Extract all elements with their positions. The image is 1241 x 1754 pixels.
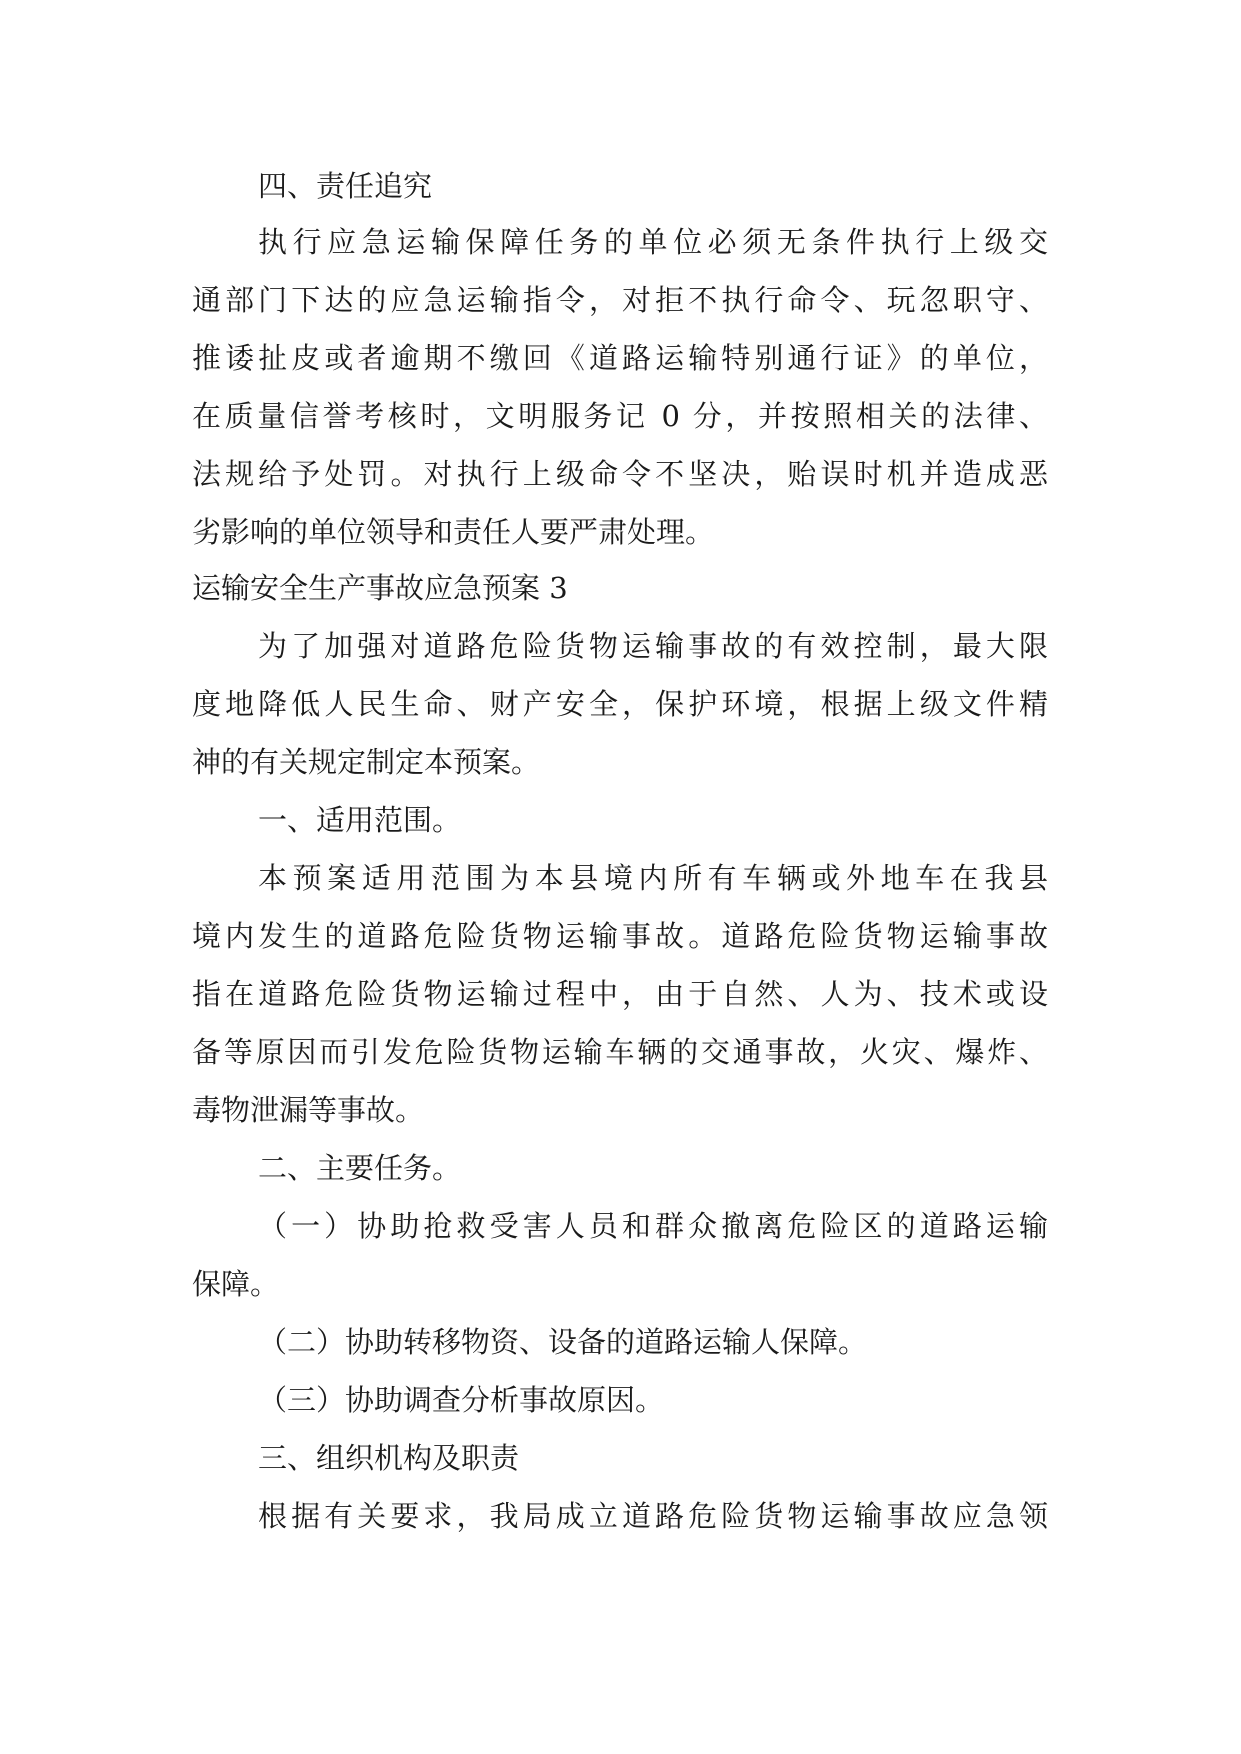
paragraph-line: 度地降低人民生命、财产安全，保护环境，根据上级文件精	[192, 687, 1048, 721]
plan-title: 运输安全生产事故应急预案 3	[192, 571, 568, 605]
section-heading-accountability: 四、责任追究	[258, 169, 433, 203]
list-item-line: （一）协助抢救受害人员和群众撤离危险区的道路运输	[258, 1209, 1048, 1243]
paragraph-line: 为了加强对道路危险货物运输事故的有效控制，最大限	[258, 629, 1048, 663]
paragraph-line: 执行应急运输保障任务的单位必须无条件执行上级交	[258, 225, 1048, 259]
paragraph-line: 法规给予处罚。对执行上级命令不坚决，贻误时机并造成恶	[192, 457, 1048, 491]
list-item-line: 保障。	[192, 1267, 280, 1301]
section-heading-scope: 一、适用范围。	[258, 803, 462, 837]
list-item-line: （三）协助调查分析事故原因。	[258, 1383, 665, 1417]
section-heading-tasks: 二、主要任务。	[258, 1151, 462, 1185]
paragraph-line: 推诿扯皮或者逾期不缴回《道路运输特别通行证》的单位，	[192, 341, 1048, 375]
paragraph-line: 神的有关规定制定本预案。	[192, 745, 541, 779]
section-heading-organization: 三、组织机构及职责	[258, 1441, 520, 1475]
paragraph-line: 备等原因而引发危险货物运输车辆的交通事故，火灾、爆炸、	[192, 1035, 1048, 1069]
paragraph-line: 本预案适用范围为本县境内所有车辆或外地车在我县	[258, 861, 1048, 895]
paragraph-line: 根据有关要求，我局成立道路危险货物运输事故应急领	[258, 1499, 1048, 1533]
paragraph-line: 劣影响的单位领导和责任人要严肃处理。	[192, 515, 715, 549]
paragraph-line: 指在道路危险货物运输过程中，由于自然、人为、技术或设	[192, 977, 1048, 1011]
paragraph-line: 通部门下达的应急运输指令，对拒不执行命令、玩忽职守、	[192, 283, 1048, 317]
paragraph-line: 境内发生的道路危险货物运输事故。道路危险货物运输事故	[192, 919, 1048, 953]
paragraph-line: 毒物泄漏等事故。	[192, 1093, 425, 1127]
list-item-line: （二）协助转移物资、设备的道路运输人保障。	[258, 1325, 868, 1359]
paragraph-line: 在质量信誉考核时，文明服务记 0 分，并按照相关的法律、	[192, 399, 1048, 433]
